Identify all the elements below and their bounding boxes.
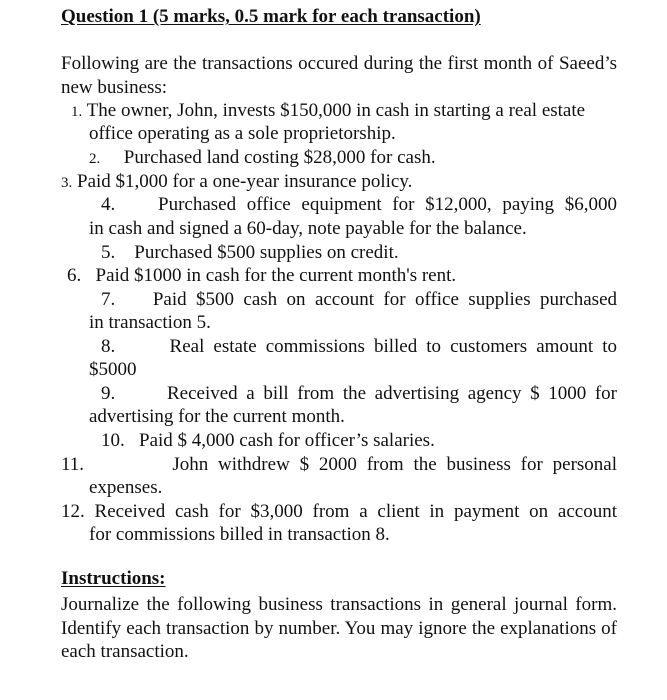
transaction-text: The owner, John, invests $150,000 in cash in starting a real estate	[86, 100, 586, 121]
transaction-12	[61, 500, 617, 524]
transaction-9-continued: advertising for the current month.	[89, 406, 345, 427]
transaction-8-continued: $5000	[89, 359, 137, 380]
transaction-11-continued: expenses.	[89, 477, 163, 498]
transaction-10	[101, 429, 435, 453]
transaction-number: 4.	[101, 194, 116, 215]
transaction-text: Received cash for $3,000 from a client in payment on account	[94, 501, 617, 522]
transaction-text: Real estate commissions billed to customers amount to	[169, 336, 618, 357]
transaction-number: 9.	[101, 383, 116, 404]
transaction-text: John withdrew $ 2000 from the business for personal	[172, 454, 618, 475]
transaction-7-continued: in transaction 5.	[89, 312, 211, 333]
instructions-heading: Instructions:	[61, 568, 166, 589]
transaction-number: 7.	[101, 289, 116, 310]
transaction-text: Received a bill from the advertising agency $ 1000 for	[166, 383, 618, 404]
transaction-number: 6.	[67, 265, 82, 286]
transaction-3	[61, 170, 412, 196]
transaction-7	[101, 288, 617, 312]
transaction-number: 3.	[61, 175, 73, 191]
transaction-number: 5.	[101, 242, 116, 263]
transaction-12-continued: for commissions billed in transaction 8.	[89, 524, 390, 545]
transaction-text: Paid $ 4,000 cash for officer’s salaries.	[139, 430, 435, 451]
transaction-4	[101, 193, 617, 217]
transaction-number: 1.	[71, 104, 83, 120]
transaction-5	[101, 241, 399, 265]
transaction-text: Paid $1000 in cash for the current month's rent.	[95, 265, 457, 286]
transaction-11	[61, 453, 617, 477]
transaction-text: Paid $1,000 for a one-year insurance policy.	[77, 171, 413, 192]
transaction-text: Paid $500 cash on account for office supplies purchased	[152, 289, 618, 310]
transaction-2	[89, 146, 436, 172]
transaction-9	[101, 382, 617, 406]
transaction-number: 8.	[101, 336, 116, 357]
transaction-6	[67, 264, 456, 288]
transaction-number: 2.	[89, 151, 101, 167]
transaction-number: 10.	[101, 430, 125, 451]
question-title: Question 1 (5 marks, 0.5 mark for each transaction)	[61, 6, 481, 27]
transaction-text: Purchased office equipment for $12,000, paying $6,000	[158, 194, 617, 215]
transaction-4-continued: in cash and signed a 60-day, note payable for the balance.	[89, 218, 527, 239]
transaction-number: 12.	[61, 501, 85, 522]
transaction-1	[71, 99, 585, 125]
transaction-1-continued: office operating as a sole proprietorship.	[89, 123, 396, 144]
intro-paragraph: Following are the transactions occured during the first month of Saeed’s new business:	[61, 53, 617, 98]
transaction-text: Purchased $500 supplies on credit.	[134, 242, 399, 263]
instructions-text: Journalize the following business transactions in general journal form. Identify each transaction by number. You may ignore the explanations of each transaction.	[61, 594, 617, 662]
transaction-number: 11.	[61, 454, 85, 475]
transaction-8	[101, 335, 617, 359]
transaction-text: Purchased land costing $28,000 for cash.	[123, 147, 436, 168]
